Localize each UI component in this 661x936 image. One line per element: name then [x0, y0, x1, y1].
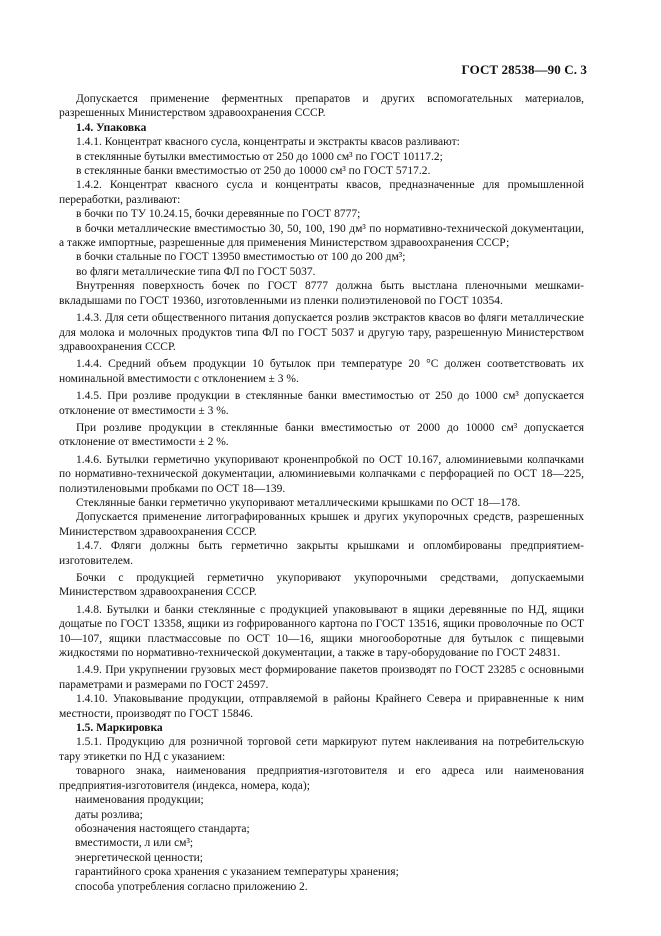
- clause-1-5-1: 1.5.1. Продукцию для розничной торговой сети маркируют путем наклеивания на потребительскую тару этикетки по НД с указанием:: [59, 736, 584, 763]
- clause-1-4-10: 1.4.10. Упаковывание продукции, отправляемой в районы Крайнего Севера и приравненные к ним местности, производят по ГОСТ 15846.: [59, 693, 584, 720]
- clause-1-4-1: 1.4.1. Концентрат квасного сусла, концентраты и экстракты квасов разливают:: [76, 136, 460, 149]
- list-item: способа употребления согласно приложению 2.: [75, 880, 308, 893]
- list-item: наименования продукции;: [75, 794, 204, 807]
- clause-1-4-2: 1.4.2. Концентрат квасного сусла и концентраты квасов, предназначенные для промышленной переработки, разливают:: [59, 179, 584, 206]
- paragraph: Внутренняя поверхность бочек по ГОСТ 8777 должна быть выстлана пленочными мешками-вкладышами по ГОСТ 19360, изготовленными из пленки полиэтиленовой по ГОСТ 10354.: [59, 280, 584, 307]
- paragraph: Бочки с продукцией герметично укупоривают укупорочными средствами, допускаемыми Министерством здравоохранения СССР.: [59, 572, 584, 599]
- list-item: даты розлива;: [75, 808, 143, 821]
- list-item: обозначения настоящего стандарта;: [75, 822, 250, 835]
- paragraph: Допускается применение ферментных препаратов и других вспомогательных материалов, разрешенных Министерством здравоохранения СССР.: [59, 93, 584, 120]
- list-item: вместимости, л или см³;: [75, 837, 194, 850]
- clause-1-4-8: 1.4.8. Бутылки и банки стеклянные с продукцией упаковывают в ящики деревянные по НД, ящики дощатые по ГОСТ 13358, ящики из гофрированного картона по ГОСТ 13516, ящики проволочные по ОСТ 10—107, ящики пластмассовые по ОСТ 10—16, ящики многооборотные для бутылок с пищевыми жидкостями по нормативно-технической документации, а также в тару-оборудование по ГОСТ 24831.: [59, 603, 584, 660]
- list-item: в бочки стальные по ГОСТ 13950 вместимостью от 100 до 200 дм³;: [76, 251, 406, 264]
- clause-1-4-7: 1.4.7. Фляги должны быть герметично закрыты крышками и опломбированы предприятием-изготовителем.: [59, 540, 584, 567]
- section-heading-marking: 1.5. Маркировка: [76, 722, 163, 735]
- page-header: ГОСТ 28538—90 С. 3: [461, 62, 587, 77]
- list-item: во фляги металлические типа ФЛ по ГОСТ 5037.: [76, 265, 316, 278]
- paragraph: Допускается применение литографированных крышек и других укупорочных средств, разрешенных Министерством здравоохранения СССР.: [59, 511, 584, 538]
- clause-1-4-3: 1.4.3. Для сети общественного питания допускается розлив экстрактов квасов во фляги металлические для молока и молочных продуктов типа ФЛ по ГОСТ 5037 и другую тару, разрешенную Министерством здравоохранения СССР.: [59, 312, 584, 353]
- clause-1-4-4: 1.4.4. Средний объем продукции 10 бутылок при температуре 20 °С должен соответствовать их номинальной вместимости с отклонением ± 3 %.: [59, 358, 584, 385]
- list-item: в стеклянные бутылки вместимостью от 250 до 1000 см³ по ГОСТ 10117.2;: [76, 150, 443, 163]
- list-item: в бочки по ТУ 10.24.15, бочки деревянные по ГОСТ 8777;: [76, 208, 361, 221]
- document-body: [59, 92, 584, 894]
- list-item: энергетической ценности;: [75, 851, 203, 864]
- list-item: гарантийного срока хранения с указанием температуры хранения;: [75, 866, 399, 879]
- section-heading-packaging: 1.4. Упаковка: [76, 121, 147, 134]
- paragraph: При розливе продукции в стеклянные банки вместимостью от 2000 до 10000 см³ допускается отклонение от вместимости ± 2 %.: [59, 421, 584, 449]
- paragraph: Стеклянные банки герметично укупоривают металлическими крышками по ОСТ 18—178.: [76, 496, 521, 509]
- clause-1-4-9: 1.4.9. При укрупнении грузовых мест формирование пакетов производят по ГОСТ 23285 с основными параметрами и размерами по ГОСТ 24597.: [59, 664, 584, 691]
- clause-1-4-6: 1.4.6. Бутылки герметично укупоривают кроненпробкой по ОСТ 10.167, алюминиевыми колпачками по нормативно-технической документации, алюминиевыми колпачками с перфорацией по ОСТ 18—225, полиэтиленовыми пробками по ОСТ 18—139.: [59, 453, 584, 495]
- list-item: в бочки металлические вместимостью 30, 50, 100, 190 дм³ по нормативно-технической документации, а также импортные, разрешенные для применения Министерством здравоохранения СССР;: [59, 222, 584, 250]
- list-item: в стеклянные банки вместимостью от 250 до 10000 см³ по ГОСТ 5717.2.: [76, 165, 431, 178]
- clause-1-4-5: 1.4.5. При розливе продукции в стеклянные банки вместимостью от 250 до 1000 см³ допускается отклонение от вместимости ± 3 %.: [59, 390, 584, 417]
- list-item: товарного знака, наименования предприятия-изготовителя и его адреса или наименования предприятия-изготовителя (индекса, номера, кода);: [59, 765, 584, 792]
